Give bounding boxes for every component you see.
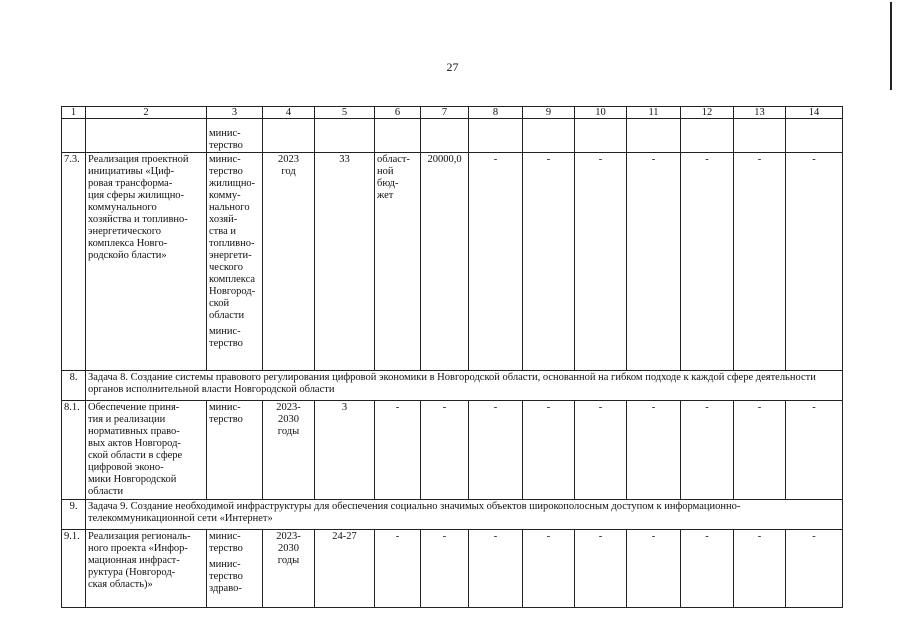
task-9-row [62,500,843,530]
col-header-12: 12 [681,107,734,119]
table-row-7-3 [62,153,843,371]
period-cell: 2023 год [263,153,315,371]
row-number: 8.1. [62,401,86,500]
task-8-text: Задача 8. Создание системы правового регулирования цифровой экономики в Новгородской области, основанной на гибком подходе к каждой сфере деятельности органов исполнительной власти Новгородской области [86,371,843,401]
executor-cell [207,153,263,371]
activity-name: Реализация проектной инициативы «Циф- ровая трансформа- ция сферы жилищно- коммунального хозяйства и топливно- энергетического комплекса Новго- родскойо бласти» [86,153,207,371]
value-cell: - [523,530,575,608]
col-header-6: 6 [375,107,421,119]
value-cell: - [523,153,575,371]
indicator-cell: 3 [315,401,375,500]
col-header-13: 13 [734,107,786,119]
task-number: 8. [62,371,86,401]
page-number: 27 [446,60,459,74]
col-header-11: 11 [627,107,681,119]
executor-secondary: минис- терство [209,326,243,349]
value-cell: - [786,401,843,500]
value-cell: - [421,530,469,608]
col-header-3: 3 [207,107,263,119]
col-header-7: 7 [421,107,469,119]
value-cell: - [469,153,523,371]
column-number-row [62,107,843,119]
value-cell: - [575,153,627,371]
table-row-8-1 [62,401,843,500]
activity-name: Обеспечение приня- тия и реализации нормативных право- вых актов Новгород- ской области в сфере цифровой эконо- мики Новгородской области [86,401,207,500]
amount-cell: 20000,0 [421,153,469,371]
table-row-continuation [62,119,843,153]
value-cell: - [575,401,627,500]
col-header-5: 5 [315,107,375,119]
task-9-text: Задача 9. Создание необходимой инфраструктуры для обеспечения социально значимых объектов широкополосным доступом к информационно-телекоммуникационной сети «Интернет» [86,500,843,530]
funding-source-cell: област- ной бюд- жет [375,153,421,371]
table-row-9-1 [62,530,843,608]
col-header-4: 4 [263,107,315,119]
executor-secondary: минис- терство здраво- [209,559,243,594]
task-number: 9. [62,500,86,530]
value-cell: - [734,153,786,371]
value-cell: - [734,530,786,608]
col-header-9: 9 [523,107,575,119]
executor-cell: минис- терство [207,401,263,500]
value-cell: - [575,530,627,608]
value-cell: - [681,153,734,371]
task-8-row [62,371,843,401]
value-cell: - [627,530,681,608]
period-cell: 2023- 2030 годы [263,530,315,608]
indicator-cell: 24-27 [315,530,375,608]
executor-cell [207,530,263,608]
col-header-14: 14 [786,107,843,119]
value-cell: - [627,153,681,371]
value-cell: - [627,401,681,500]
value-cell: - [421,401,469,500]
value-cell: - [375,401,421,500]
value-cell: - [681,401,734,500]
col-header-2: 2 [86,107,207,119]
value-cell: - [734,401,786,500]
executor-cell: минис- терство [207,119,263,153]
value-cell: - [469,530,523,608]
row-number: 7.3. [62,153,86,371]
value-cell: - [786,530,843,608]
col-header-1: 1 [62,107,86,119]
value-cell: - [375,530,421,608]
row-number: 9.1. [62,530,86,608]
value-cell: - [681,530,734,608]
value-cell: - [786,153,843,371]
program-table [61,106,843,608]
activity-name: Реализация региональ- ного проекта «Инфор- мационная инфраст- руктура (Новгород- ская область)» [86,530,207,608]
executor-primary: минис- терство [209,531,243,554]
period-cell: 2023- 2030 годы [263,401,315,500]
value-cell: - [469,401,523,500]
col-header-8: 8 [469,107,523,119]
indicator-cell: 33 [315,153,375,371]
executor-primary: минис- терство жилищно- комму- нального хозяй- ства и топливно- энергети- ческого комплекса Новгород- ской области [209,154,256,321]
col-header-10: 10 [575,107,627,119]
scan-edge-line [890,2,892,90]
value-cell: - [523,401,575,500]
